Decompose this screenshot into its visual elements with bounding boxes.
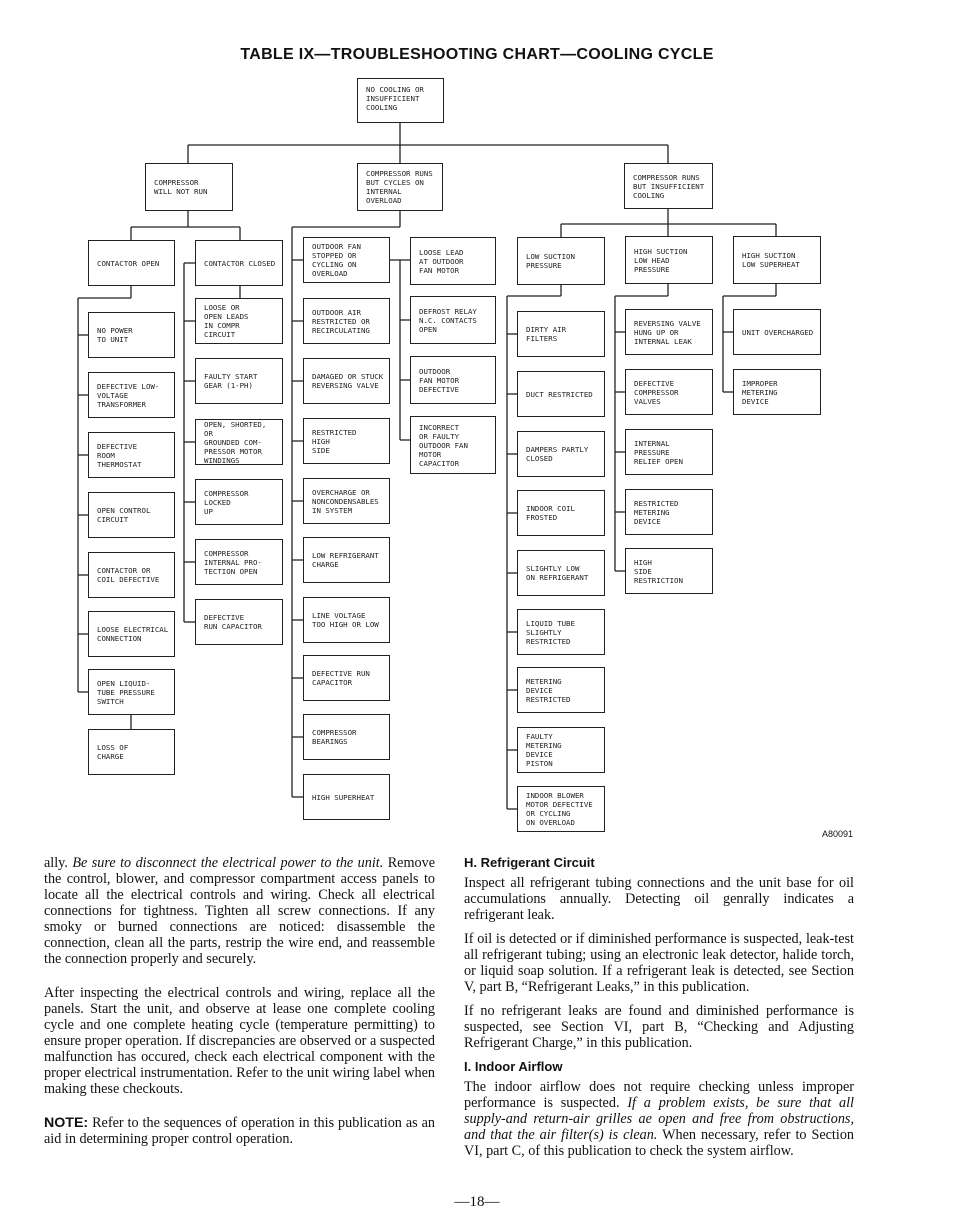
branch-compressor-insufficient-cooling: COMPRESSOR RUNS BUT INSUFFICIENT COOLING <box>624 163 713 209</box>
low-suction-box: LOW SUCTION PRESSURE <box>517 237 605 285</box>
left-text-column <box>44 855 435 1147</box>
cause-box: OPEN, SHORTED, OR GROUNDED COM- PRESSOR MOTOR WINDINGS <box>195 419 283 465</box>
cause-box: COMPRESSOR BEARINGS <box>303 714 390 760</box>
high-suction-low-superheat-box: HIGH SUCTION LOW SUPERHEAT <box>733 236 821 284</box>
cause-box: LINE VOLTAGE TOO HIGH OR LOW <box>303 597 390 643</box>
cause-box: OUTDOOR FAN STOPPED OR CYCLING ON OVERLOAD <box>303 237 390 283</box>
table-title: TABLE IX—TROUBLESHOOTING CHART—COOLING CYCLE <box>240 46 714 63</box>
cause-box: OPEN LIQUID- TUBE PRESSURE SWITCH <box>88 669 175 715</box>
cause-box: OVERCHARGE OR NONCONDENSABLES IN SYSTEM <box>303 478 390 524</box>
paragraph: The indoor airflow does not require checking unless improper performance is suspected. If a problem exists, be sure that all supply-and return-air grilles ae open and free from obstructions, and that the air filter(s) is clean. When necessary, refer to Section VI, part C, of this publication to check the system airflow. <box>464 1079 855 1159</box>
paragraph: Inspect all refrigerant tubing connections and the unit base for oil accumulations annually. Detecting oil genrally indicates a refrigerant leak. <box>464 875 854 923</box>
paragraph: If no refrigerant leaks are found and diminished performance is suspected, see Section VI, part B, “Checking and Adjusting Refrigerant Charge,” in this publication. <box>464 1003 854 1051</box>
cause-box: REVERSING VALVE HUNG UP OR INTERNAL LEAK <box>625 309 713 355</box>
right-text-column <box>464 855 854 1159</box>
cause-box: DEFECTIVE RUN CAPACITOR <box>303 655 390 701</box>
cause-box: DAMAGED OR STUCK REVERSING VALVE <box>303 358 390 404</box>
cause-box: DEFECTIVE LOW- VOLTAGE TRANSFORMER <box>88 372 175 418</box>
cause-box: DEFROST RELAY N.C. CONTACTS OPEN <box>410 296 496 344</box>
cause-box: LOOSE OR OPEN LEADS IN COMPR CIRCUIT <box>195 298 283 344</box>
cause-box: FAULTY START GEAR (1-PH) <box>195 358 283 404</box>
high-suction-low-head-box: HIGH SUCTION LOW HEAD PRESSURE <box>625 236 713 284</box>
cause-box: DIRTY AIR FILTERS <box>517 311 605 357</box>
cause-box: LOOSE ELECTRICAL CONNECTION <box>88 611 175 657</box>
note: NOTE: Refer to the sequences of operation in this publication as an aid in determining proper control operation. <box>44 1115 435 1147</box>
cause-box: DAMPERS PARTLY CLOSED <box>517 431 605 477</box>
figure-id: A80091 <box>822 829 854 839</box>
paragraph: After inspecting the electrical controls and wiring, replace all the panels. Start the unit, and observe at lease one complete cooling cycle and one complete heating cycle (temperature permitting) to ensure proper operation. If discrepancies are observed or a suspected malfunction has occured, check each electrical component with the proper electrical instrumentation. Refer to the unit wiring label when making these checkouts. <box>44 985 435 1097</box>
cause-box: DEFECTIVE COMPRESSOR VALVES <box>625 369 713 415</box>
cause-box: LOOSE LEAD AT OUTDOOR FAN MOTOR <box>410 237 496 285</box>
paragraph: If oil is detected or if diminished performance is suspected, leak-test all refrigerant tubing; using an electronic leak detector, halide torch, or liquid soap solution. If a refrigerant leak is detected, see Section V, part B, “Refrigerant Leaks,” in this publication. <box>464 931 854 995</box>
cause-box: NO POWER TO UNIT <box>88 312 175 358</box>
cause-box: INDOOR BLOWER MOTOR DEFECTIVE OR CYCLING ON OVERLOAD <box>517 786 605 832</box>
contactor-open-box: CONTACTOR OPEN <box>88 240 175 286</box>
cause-box: CONTACTOR OR COIL DEFECTIVE <box>88 552 175 598</box>
cause-box: OUTDOOR FAN MOTOR DEFECTIVE <box>410 356 496 404</box>
cause-box: OUTDOOR AIR RESTRICTED OR RECIRCULATING <box>303 298 390 344</box>
cause-box: IMPROPER METERING DEVICE <box>733 369 821 415</box>
cause-box: LOSS OF CHARGE <box>88 729 175 775</box>
section-heading-refrigerant-circuit: H. Refrigerant Circuit <box>464 855 595 870</box>
cause-box: DEFECTIVE RUN CAPACITOR <box>195 599 283 645</box>
page-number: —18— <box>454 1194 500 1210</box>
cause-box: OPEN CONTROL CIRCUIT <box>88 492 175 538</box>
cause-box: INCORRECT OR FAULTY OUTDOOR FAN MOTOR CAPACITOR <box>410 416 496 474</box>
branch-compressor-cycles-on-overload: COMPRESSOR RUNS BUT CYCLES ON INTERNAL OVERLOAD <box>357 163 443 211</box>
cause-box: UNIT OVERCHARGED <box>733 309 821 355</box>
contactor-closed-box: CONTACTOR CLOSED <box>195 240 283 286</box>
cause-box: METERING DEVICE RESTRICTED <box>517 667 605 713</box>
cause-box: COMPRESSOR LOCKED UP <box>195 479 283 525</box>
section-heading-indoor-airflow: I. Indoor Airflow <box>464 1059 563 1074</box>
cause-box: LIQUID TUBE SLIGHTLY RESTRICTED <box>517 609 605 655</box>
branch-compressor-will-not-run: COMPRESSOR WILL NOT RUN <box>145 163 233 211</box>
cause-box: INDOOR COIL FROSTED <box>517 490 605 536</box>
cause-box: COMPRESSOR INTERNAL PRO- TECTION OPEN <box>195 539 283 585</box>
cause-box: RESTRICTED HIGH SIDE <box>303 418 390 464</box>
cause-box: FAULTY METERING DEVICE PISTON <box>517 727 605 773</box>
root-box: NO COOLING OR INSUFFICIENT COOLING <box>357 78 444 123</box>
cause-box: DUCT RESTRICTED <box>517 371 605 417</box>
cause-box: HIGH SIDE RESTRICTION <box>625 548 713 594</box>
paragraph: ally. Be sure to disconnect the electrical power to the unit. Remove the control, blower, and compressor compartment access panels to locate all the electrical controls and wiring. Check all electrical connections for tightness. Tighten all screw connections. If any smoky or burned connections are noticed: disassemble the connection, clean all the parts, restrip the wire end, and reassemble the connection properly and securely. <box>44 855 436 967</box>
cause-box: LOW REFRIGERANT CHARGE <box>303 537 390 583</box>
cause-box: HIGH SUPERHEAT <box>303 774 390 820</box>
cause-box: INTERNAL PRESSURE RELIEF OPEN <box>625 429 713 475</box>
cause-box: DEFECTIVE ROOM THERMOSTAT <box>88 432 175 478</box>
cause-box: SLIGHTLY LOW ON REFRIGERANT <box>517 550 605 596</box>
cause-box: RESTRICTED METERING DEVICE <box>625 489 713 535</box>
